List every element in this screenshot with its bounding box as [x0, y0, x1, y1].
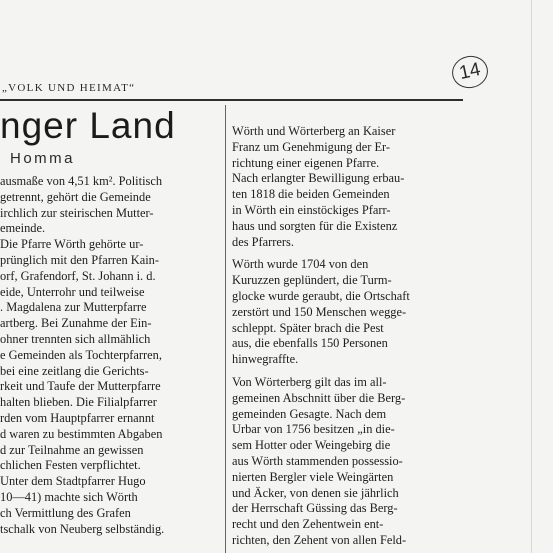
- paragraph: [232, 375, 470, 549]
- text-line: prünglich mit den Pfarren Kain-: [0, 252, 159, 267]
- text-line: Franz um Genehmigung der Er-: [232, 139, 391, 154]
- text-line: Unter dem Stadtpfarrer Hugo: [0, 474, 146, 489]
- text-line: orf, Grafendorf, St. Johann i. d.: [0, 268, 156, 283]
- text-line: zerstört und 150 Menschen wegge-: [232, 304, 407, 319]
- article-headline: nger Land: [0, 105, 176, 146]
- text-line: richtung einer eigenen Pfarre.: [232, 155, 380, 170]
- text-line: d waren zu bestimmten Abgaben: [0, 426, 163, 441]
- text-line: ausmaße von 4,51 km². Politisch: [0, 174, 163, 188]
- text-line: aus Wörth stammenden possessio-: [232, 453, 403, 468]
- text-line: richten, den Zehent von allen Feld-: [232, 532, 407, 547]
- paragraph: [232, 124, 470, 250]
- right-column: [232, 124, 470, 549]
- left-column: [0, 174, 223, 537]
- text-line: 10—41) machte sich Wörth: [0, 489, 138, 504]
- text-line: emeinde.: [0, 221, 46, 236]
- text-line: des Pfarrers.: [232, 234, 294, 249]
- text-line: getrennt, gehört die Gemeinde: [0, 189, 151, 204]
- text-line: nierten Bergler viele Weingärten: [232, 469, 394, 484]
- text-line: schleppt. Später brach die Pest: [232, 320, 384, 335]
- text-line: ch Vermittlung des Grafen: [0, 505, 131, 520]
- text-line: ten 1818 die beiden Gemeinden: [232, 187, 390, 202]
- text-line: haus und sorgten für die Existenz: [232, 218, 398, 233]
- text-line: Nach erlangter Bewilligung erbau-: [232, 171, 405, 186]
- text-line: recht und den Zehentwein ent-: [232, 517, 384, 532]
- text-line: gemeinden Gesagte. Nach dem: [232, 406, 387, 421]
- text-line: tschalk von Neuberg selbständig.: [0, 521, 165, 536]
- text-line: in Wörth ein einstöckiges Pfarr-: [232, 202, 391, 217]
- text-line: Von Wörterberg gilt das im all-: [232, 374, 387, 389]
- text-line: rkeit und Taufe der Mutterpfarre: [0, 379, 161, 394]
- text-line: Kuruzzen geplündert, die Turm-: [232, 273, 392, 288]
- text-line: ohner trennten sich allmählich: [0, 331, 151, 346]
- text-line: bei eine zeitlang die Gerichts-: [0, 363, 149, 378]
- scan-edge: [531, 0, 532, 553]
- text-line: gemeinen Abschnitt über die Berg-: [232, 390, 406, 405]
- text-line: sem Hotter oder Weingebirg die: [232, 438, 391, 453]
- text-line: der Herrschaft Güssing das Berg-: [232, 501, 398, 516]
- text-line: und Äcker, von denen sie jährlich: [232, 485, 399, 500]
- text-line: eide, Unterrohr und teilweise: [0, 284, 145, 299]
- masthead-rule: [0, 99, 463, 101]
- paragraph-gap: [232, 368, 470, 375]
- text-line: d zur Teilnahme an gewissen: [0, 442, 144, 457]
- text-line: hinwegraffte.: [232, 352, 299, 367]
- text-line: chlichen Festen verpflichtet.: [0, 458, 141, 473]
- column-divider: [225, 105, 226, 553]
- text-line: aus, die ebenfalls 150 Personen: [232, 336, 388, 351]
- text-line: artberg. Bei Zunahme der Ein-: [0, 316, 152, 331]
- paragraph: [232, 257, 470, 368]
- paragraph-gap: [232, 250, 470, 257]
- text-line: glocke wurde geraubt, die Ortschaft: [232, 288, 410, 303]
- text-line: e Gemeinden als Tochterpfarren,: [0, 347, 162, 362]
- handwritten-page-number: 14: [449, 53, 491, 92]
- masthead: „VOLK UND HEIMAT“: [2, 82, 136, 94]
- text-line: Wörth und Wörterberg an Kaiser: [232, 124, 396, 138]
- text-line: Die Pfarre Wörth gehörte ur-: [0, 237, 144, 252]
- article-author: Homma: [10, 150, 76, 167]
- text-line: Wörth wurde 1704 von den: [232, 257, 369, 272]
- text-line: irchlich zur steirischen Mutter-: [0, 205, 154, 220]
- text-line: Urbar von 1756 besitzen „in die-: [232, 422, 395, 437]
- text-line: . Magdalena zur Mutterpfarre: [0, 300, 147, 315]
- text-line: rden vom Hauptpfarrer ernannt: [0, 410, 155, 425]
- text-line: halten blieben. Die Filialpfarrer: [0, 395, 157, 410]
